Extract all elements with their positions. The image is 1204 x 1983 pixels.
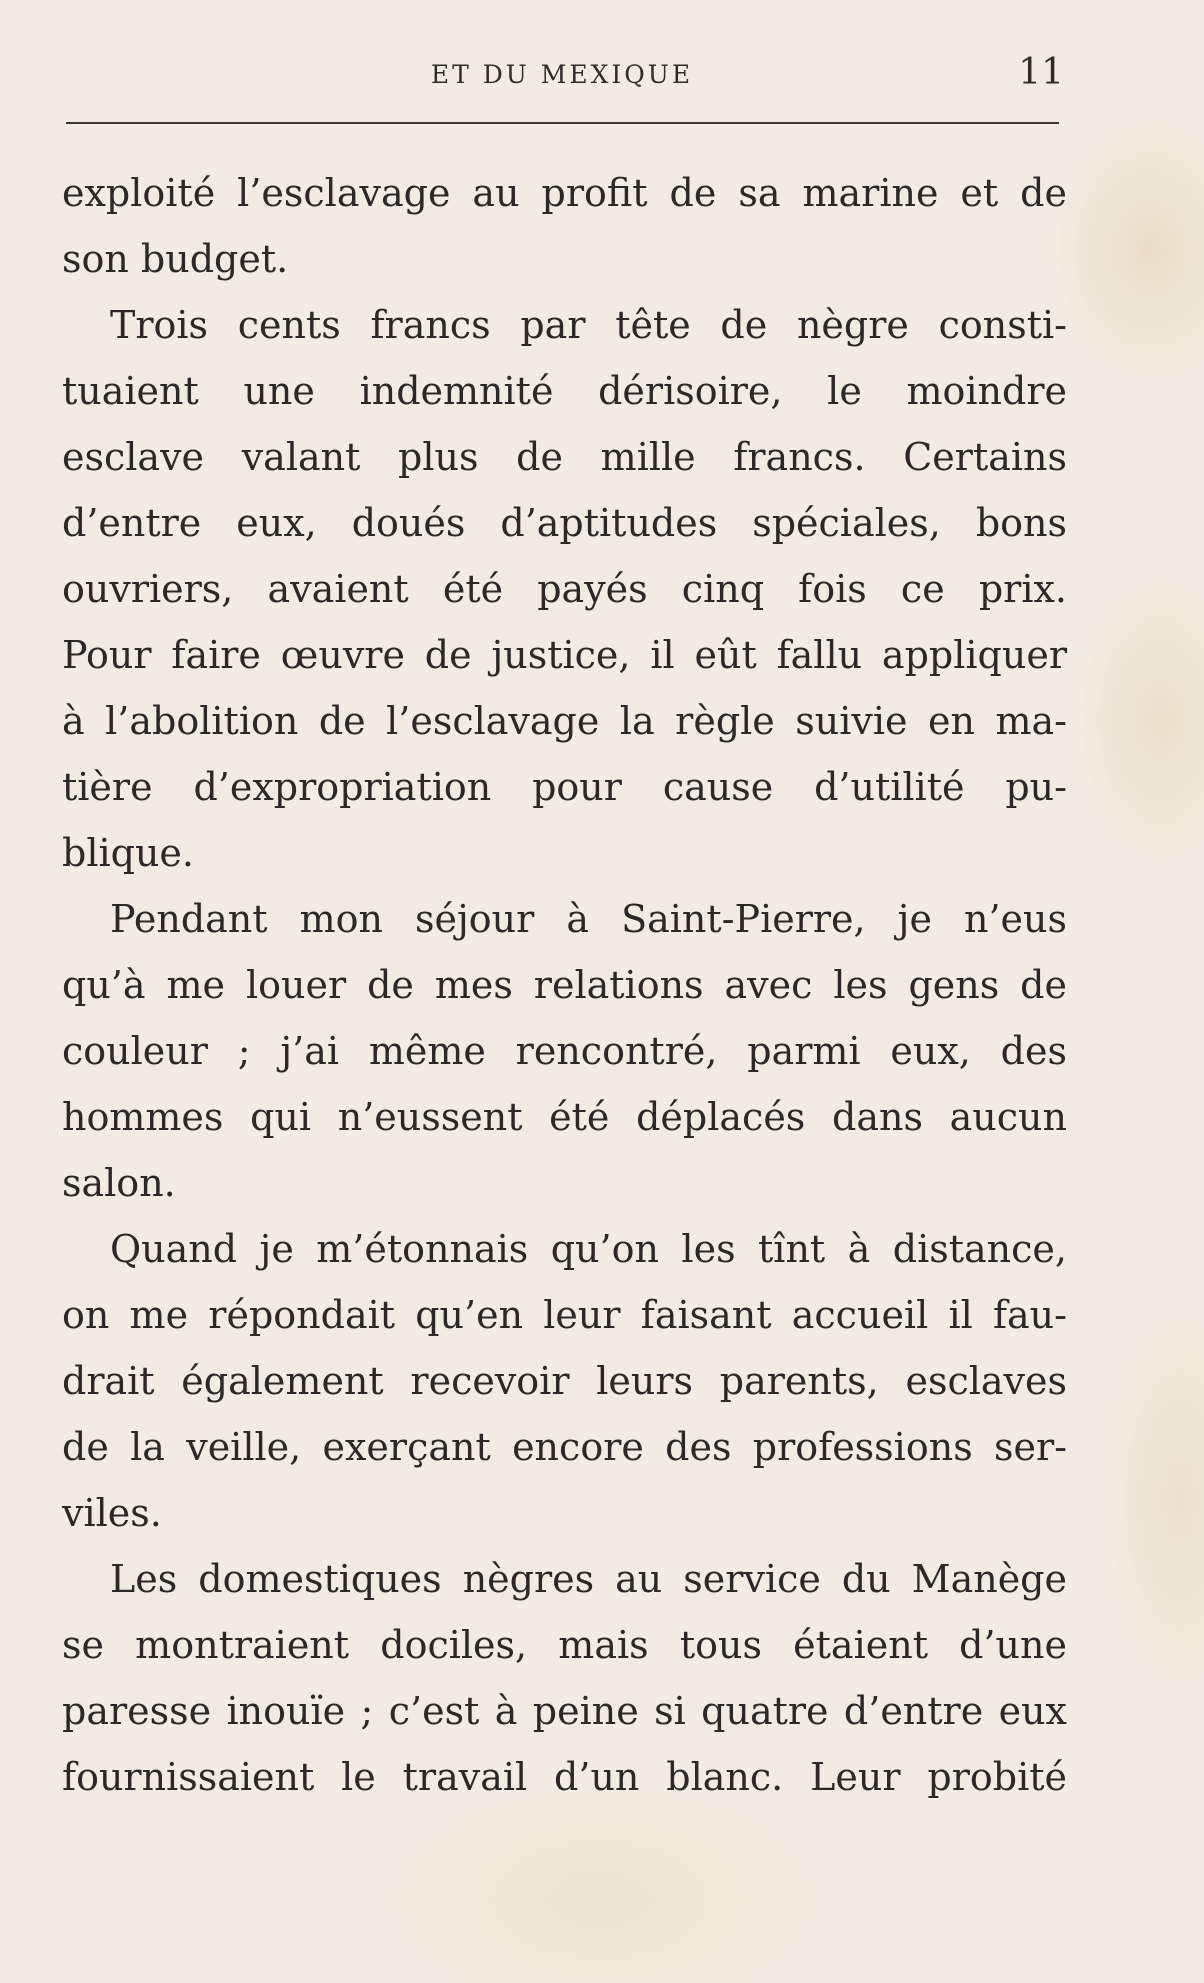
page-number: 11 [1018,52,1064,93]
text-line: son budget. [62,237,289,281]
text-line: Pour faire œuvre de justice, il eût fallu appliquer [62,633,1067,677]
text-line: se montraient dociles, mais tous étaient d’une [62,1623,1067,1667]
text-line: Trois cents francs par tête de nègre consti- [110,303,1067,347]
text-line: Les domestiques nègres au service du Manège [110,1557,1067,1601]
text-line: drait également recevoir leurs parents, esclaves [62,1359,1067,1403]
text-line: d’entre eux, doués d’aptitudes spéciales, bons [62,501,1067,545]
text-line: viles. [62,1491,162,1535]
text-line: qu’à me louer de mes relations avec les gens de [62,963,1067,1007]
text-line: blique. [62,831,194,875]
text-line: Pendant mon séjour à Saint-Pierre, je n’eus [110,897,1067,941]
text-line: paresse inouïe ; c’est à peine si quatre d’entre eux [62,1689,1067,1733]
text-line: on me répondait qu’en leur faisant accueil il fau- [62,1293,1067,1337]
running-head [62,52,1062,102]
text-line: hommes qui n’eussent été déplacés dans aucun [62,1095,1067,1139]
text-line: salon. [62,1161,176,1205]
text-line: de la veille, exerçant encore des professions ser- [62,1425,1067,1469]
body-text [62,160,1067,1810]
text-line: exploité l’esclavage au profit de sa marine et de [62,171,1067,215]
header-rule [66,122,1059,124]
text-line: Quand je m’étonnais qu’on les tînt à distance, [110,1227,1067,1271]
text-line: tière d’expropriation pour cause d’utilité pu- [62,765,1067,809]
text-line: fournissaient le travail d’un blanc. Leur probité [62,1755,1067,1799]
text-line: esclave valant plus de mille francs. Certains [62,435,1067,479]
running-title: ET DU MEXIQUE [430,60,694,89]
text-line: ouvriers, avaient été payés cinq fois ce prix. [62,567,1067,611]
text-line: couleur ; j’ai même rencontré, parmi eux, des [62,1029,1067,1073]
text-line: tuaient une indemnité dérisoire, le moindre [62,369,1067,413]
text-line: à l’abolition de l’esclavage la règle suivie en ma- [62,699,1067,743]
